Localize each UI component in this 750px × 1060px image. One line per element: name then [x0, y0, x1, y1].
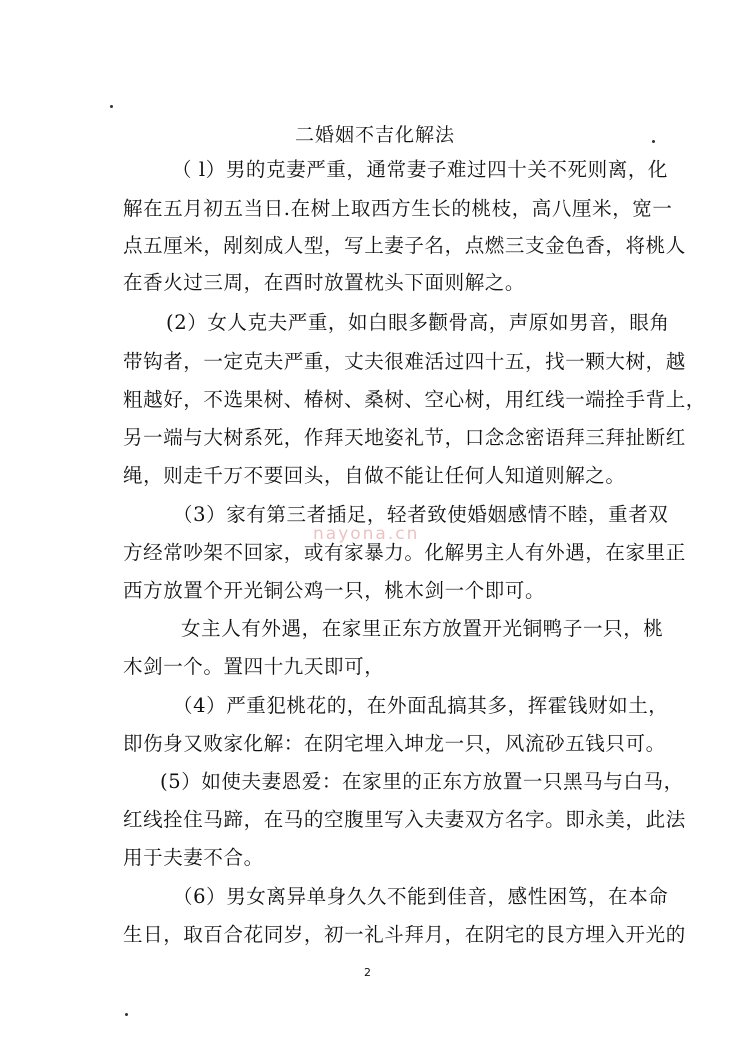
text-line: (5）如使夫妻恩爱：在家里的正东方放置一只黑马与白马，: [160, 770, 684, 793]
text-line: 木剑一个。置四十九天即可，: [123, 655, 385, 678]
text-line: 即伤身又败家化解：在阴宅埋入坤龙一只，风流砂五钱只可。: [123, 732, 666, 755]
scan-speck: [110, 105, 113, 108]
scan-speck: [125, 1013, 128, 1016]
text-line: 点五厘米，剐刻成人型，写上妻子名，点燃三支金色香，将桃人: [123, 234, 686, 257]
text-line: （3）家有第三者插足，轻者致使婚姻感情不睦，重者双: [173, 503, 669, 526]
text-line: （ l）男的克妻严重，通常妻子难过四十关不死则离，化: [172, 158, 669, 181]
text-line: 女主人有外遇，在家里正东方放置开光铜鸭子一只，桃: [181, 617, 664, 640]
watermark: nayona.cn: [313, 524, 420, 544]
text-line: 在香火过三周，在酉时放置枕头下面则解之。: [123, 271, 526, 294]
scan-speck: [652, 140, 655, 143]
text-line: 西方放置个开光铜公鸡一只，桃木剑一个即可。: [123, 579, 546, 602]
text-line: 解在五月初五当日.在树上取西方生长的桃枝，高八厘米，宽一: [123, 197, 673, 220]
page-title: 二婚姻不吉化解法: [294, 124, 455, 146]
text-line: （6）男女离异单身久久不能到佳音，感性困笃，在本命: [173, 885, 669, 908]
text-line: 生日，取百合花同岁，初一礼斗拜月，在阴宅的艮方埋入开光的: [123, 923, 686, 946]
text-line: 红线拴住马蹄，在马的空腹里写入夫妻双方名字。即永美，此法: [123, 808, 686, 831]
text-line: （4）严重犯桃花的，在外面乱搞其多，挥霍钱财如土，: [173, 694, 669, 717]
text-line: 方经常吵架不回家，或有家暴力。化解男主人有外遇，在家里正: [123, 541, 686, 564]
page-number: 2: [364, 966, 371, 979]
text-line: 用于夫妻不合。: [123, 846, 264, 869]
text-line: (2）女人克夫严重，如白眼多颧骨高，声原如男音，眼角: [166, 311, 670, 334]
text-line: 粗越好，不选果树、椿树、桑树、空心树，用红线一端拴手背上，: [123, 388, 706, 411]
text-line: 绳，则走千万不要回头，自做不能让任何人知道则解之。: [123, 464, 626, 487]
text-line: 带钩者，一定克夫严重，丈夫很难活过四十五，找一颗大树，越: [123, 350, 686, 373]
text-line: 另一端与大树系死，作拜天地姿礼节，口念念密语拜三拜扯断红: [123, 426, 686, 449]
